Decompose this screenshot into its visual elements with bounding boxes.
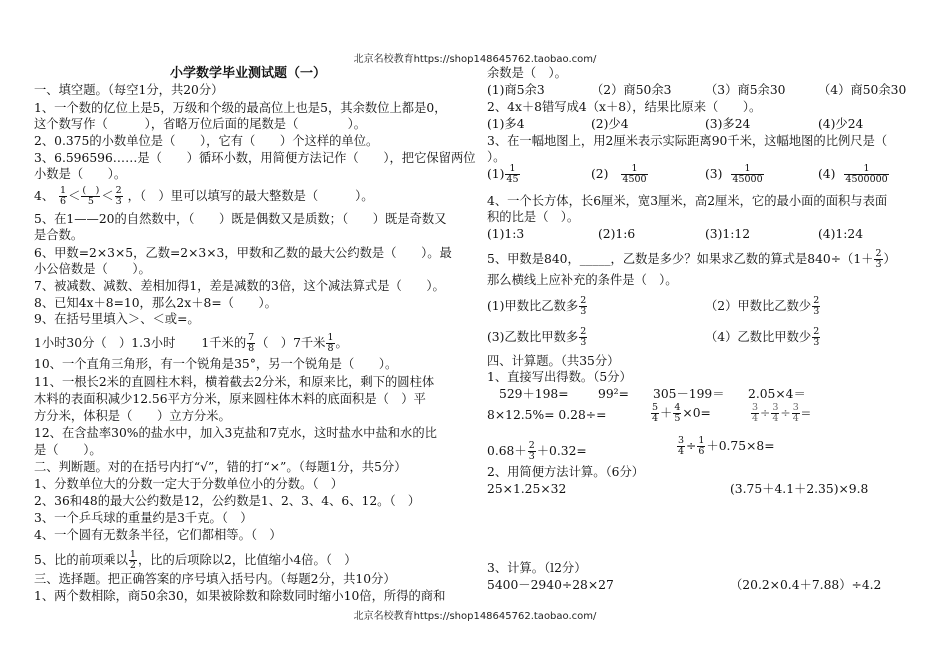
judge-1: 1、分数单位大的分数一定大于分数单位小的分数。（ ） — [34, 477, 344, 491]
calc-1-g: $\frac{3}{4}$ ÷ $\frac{3}{4}$ ÷ $\frac{3}{4}$ = — [752, 402, 812, 424]
choice-4-line1: 4、一个长方体，长6厘米，宽3厘米，高2厘米，它的最小面的面积与表面 — [487, 194, 888, 208]
fraction-blank-5: $\frac{( )}{5}$ — [82, 185, 100, 207]
page-title: 小学数学毕业测试题（一） — [170, 66, 327, 81]
fraction-7-8: $\frac{7}{8}$ — [248, 332, 255, 354]
choice-3-line1: 3、在一幅地图上，用2厘米表示实际距离90千米，这幅地图的比例尺是（ — [487, 134, 888, 148]
fraction-1-6: $\frac{1}{6}$ — [60, 185, 67, 207]
judge-5-suffix: ，比的后项除以2，比值缩小4倍。（ ） — [137, 553, 357, 567]
q11-line3: 方分米，体积是（ ）立方分米。 — [34, 409, 231, 423]
choice-3-opt-3-den: 45000 — [732, 174, 763, 185]
choice-2-opt-4: (4)少24 — [818, 117, 864, 131]
calc-1-f: $\frac{5}{4}$ ＋ $\frac{4}{5}$ ×0= — [652, 402, 711, 424]
q12-line2: 是（ ）。 — [34, 443, 102, 457]
choice-5-opt-1-text: (1)甲数比乙数多 — [487, 299, 579, 313]
fraction-2-3: $\frac{2}{3}$ — [115, 185, 122, 207]
judge-5-prefix: 5、比的前项乘以 — [34, 553, 128, 567]
q3-line1: 3、6.596596……是（ ）循环小数，用简便方法记作（ ），把它保留两位 — [34, 151, 476, 165]
judge-4: 4、一个圆有无数条半径，它们都相等。（ ） — [34, 528, 282, 542]
q9-item-2: 1千米的 — [201, 336, 247, 350]
calc-3-a: 5400－2940÷28×27 — [487, 578, 614, 592]
choice-2: 2、4x＋8错写成4（x＋8），结果比原来（ ）。 — [487, 100, 762, 114]
q4-prefix: 4、 — [34, 189, 55, 203]
calc-1-e: 8×12.5%= 0.28÷= — [487, 408, 607, 422]
section-4-title: 四、计算题。（共35分） — [487, 354, 620, 368]
q9: 9、在括号里填入＞、＜或=。 — [34, 312, 200, 326]
judge-3: 3、一个乒乓球的重量约是3千克。（ ） — [34, 511, 253, 525]
calc-1-a: 529＋198= — [499, 387, 569, 401]
choice-4-opt-1: (1)1:3 — [487, 227, 525, 241]
choice-5-text: 5、甲数是840，_____，乙数是多少？如果求乙数的算式是840÷（1＋ — [487, 252, 874, 266]
choice-2-opt-3: (3)多24 — [705, 117, 751, 131]
choice-4-opt-4: (4)1:24 — [818, 227, 864, 241]
calc-1-h-end: ＋0.32= — [536, 444, 587, 458]
q8: 8、已知4x＋8=10，那么2x＋8=（ ）。 — [34, 296, 277, 310]
calc-3-title: 3、计算。（l2分） — [487, 561, 587, 575]
page-footer: 北京名校教育https://shop148645762.taobao.com/ — [353, 611, 597, 622]
fraction-1-2: $\frac{1}{2}$ — [129, 549, 136, 571]
q9-item-3: （ ）7千米 — [256, 336, 326, 350]
choice-2-opt-1: (1)多4 — [487, 117, 525, 131]
q1-line1: 1、一个数的亿位上是5，万级和个级的最高位上也是5，其余数位上都是0， — [34, 101, 447, 115]
choice-3-opt-4: (4) $\frac{1}{4500000}$ — [818, 163, 888, 185]
choice-1-opt-3: （3）商5余30 — [705, 83, 786, 97]
choice-4-opt-2: (2)1:6 — [598, 227, 636, 241]
choice-3-opt-1-den: 45 — [506, 174, 519, 185]
calc-3-b: （20.2×0.4＋7.88）÷4.2 — [730, 578, 882, 592]
choice-3-line2: ）。 — [487, 150, 506, 164]
calc-2-b: (3.75＋4.1＋2.35)×9.8 — [730, 482, 869, 496]
choice-3-opt-1-label: (1) — [487, 167, 505, 181]
calc-2-a: 25×1.25×32 — [487, 482, 567, 496]
q4: 4、 $\frac{1}{6}$ ＜ $\frac{( )}{5}$ ＜ $\frac{2}{3}$ ，（ ）里可以填写的最大整数是（ ）。 — [34, 185, 374, 207]
calc-1-title: 1、直接写出得数。（5分） — [487, 370, 632, 384]
section-3-title: 三、选择题。把正确答案的序号填入括号内。（每题2分，共10分） — [34, 572, 396, 586]
calc-1-h-pre: 0.68＋ — [487, 444, 527, 458]
choice-4-line2: 积的比是（ ）。 — [487, 210, 580, 224]
q10: 10、一个直角三角形，有一个锐角是35°，另一个锐角是（ ）。 — [34, 357, 398, 371]
calc-1-h: 0.68＋ $\frac{2}{3}$ ＋0.32= — [487, 440, 587, 462]
q9-item-1: 1小时30分（ ）1.3小时 — [34, 336, 176, 350]
q1-line2: 这个数写作（ ），省略万位后面的尾数是（ ）。 — [34, 117, 367, 131]
fraction-2-3: $\frac{2}{3}$ — [875, 248, 882, 270]
choice-5-opt-4-text: （4）乙数比甲数少 — [705, 330, 812, 344]
choice-5-close: ） — [883, 252, 896, 266]
judge-5 — [34, 550, 357, 571]
q2: 2、0.375的小数单位是（ ），它有（ ）个这样的单位。 — [34, 134, 379, 148]
q9-items: 1小时30分（ ）1.3小时 1千米的 $\frac{7}{8}$ （ ）7千米 $\frac{1}{8}$ 。 — [34, 332, 348, 354]
q11-line2: 木料的表面积减少12.56平方分米，原来圆柱体木料的底面积是（ ）平 — [34, 392, 426, 406]
choice-1-line1: 1、两个数相除，商50余30，如果被除数和除数同时缩小10倍，所得的商和 — [34, 589, 446, 603]
q6-line2: 小公倍数是（ ）。 — [34, 262, 151, 276]
judge-2: 2、36和48的最大公约数是12，公约数是1、2、3、4、6、12。（ ） — [34, 494, 421, 508]
q4-suffix: ，（ ）里可以填写的最大整数是（ ）。 — [127, 189, 374, 203]
choice-3-opt-2-label: (2) — [591, 167, 609, 181]
choice-3-opt-3-label: (3) — [705, 167, 723, 181]
section-2-title: 二、判断题。对的在括号内打“√”，错的打“×”。（每题1分，共5分） — [34, 460, 407, 474]
page-header: 北京名校教育https://shop148645762.taobao.com/ — [353, 54, 597, 65]
choice-5-line2: 那么横线上应补充的条件是（ ）。 — [487, 273, 678, 287]
q7: 7、被减数、减数、差相加得1，差是减数的3倍，这个减法算式是（ ）。 — [34, 279, 445, 293]
calc-1-i: $\frac{3}{4}$ ÷ $\frac{1}{6}$ ＋0.75×8= — [678, 435, 775, 457]
choice-5-opt-3-text: (3)乙数比甲数多 — [487, 330, 579, 344]
choice-1-opt-4: （4）商50余30 — [818, 83, 907, 97]
q5-line2: 是合数。 — [34, 228, 84, 242]
choice-1-opt-1: (1)商5余3 — [487, 83, 545, 97]
section-1-title: 一、填空题。（每空1分，共20分） — [34, 83, 224, 97]
choice-3-opt-4-label: (4) — [818, 167, 836, 181]
choice-4-opt-3: (3)1:12 — [705, 227, 751, 241]
choice-5-opt-1: (1)甲数比乙数多 $\frac{2}{3}$ — [487, 295, 587, 317]
calc-1-c: 305－199＝ — [653, 387, 725, 401]
choice-3-opt-2: (2) $\frac{1}{4500}$ — [591, 163, 647, 185]
choice-5-line1 — [487, 249, 896, 270]
calc-1-f-end: ×0= — [682, 406, 711, 420]
choice-3-opt-3: (3) $\frac{1}{45000}$ — [705, 163, 763, 185]
fraction-1-8: $\frac{1}{8}$ — [327, 332, 334, 354]
calc-2-title: 2、用简便方法计算。（6分） — [487, 465, 645, 479]
q5-line1: 5、在1——20的自然数中，（ ）既是偶数又是质数；（ ）既是奇数又 — [34, 212, 447, 226]
choice-1-opt-2: （2）商50余3 — [591, 83, 672, 97]
calc-1-b: 99²= — [598, 387, 629, 401]
choice-5-opt-2-text: （2）甲数比乙数少 — [705, 299, 812, 313]
calc-1-d: 2.05×4＝ — [748, 387, 806, 401]
choice-3-opt-2-den: 4500 — [622, 174, 647, 185]
choice-1-line2: 余数是（ ）。 — [487, 66, 567, 80]
choice-2-opt-2: (2)少4 — [591, 117, 629, 131]
q6-line1: 6、甲数=2×3×5，乙数=2×3×3，甲数和乙数的最大公约数是（ ）。最 — [34, 246, 452, 260]
choice-5-opt-4: （4）乙数比甲数少 $\frac{2}{3}$ — [705, 326, 820, 348]
choice-3-opt-1: (1) $\frac{1}{45}$ — [487, 163, 519, 185]
choice-5-opt-2: （2）甲数比乙数少 $\frac{2}{3}$ — [705, 295, 820, 317]
choice-5-opt-3: (3)乙数比甲数多 $\frac{2}{3}$ — [487, 326, 587, 348]
choice-3-opt-4-den: 4500000 — [845, 174, 888, 185]
q11-line1: 11、一根长2米的直圆柱木料，横着截去2分米，和原来比，剩下的圆柱体 — [34, 375, 435, 389]
calc-1-i-end: ＋0.75×8= — [706, 439, 775, 453]
q3-line2: 小数是（ ）。 — [34, 167, 127, 181]
q12-line1: 12、在含盐率30%的盐水中，加入3克盐和7克水，这时盐水中盐和水的比 — [34, 426, 437, 440]
